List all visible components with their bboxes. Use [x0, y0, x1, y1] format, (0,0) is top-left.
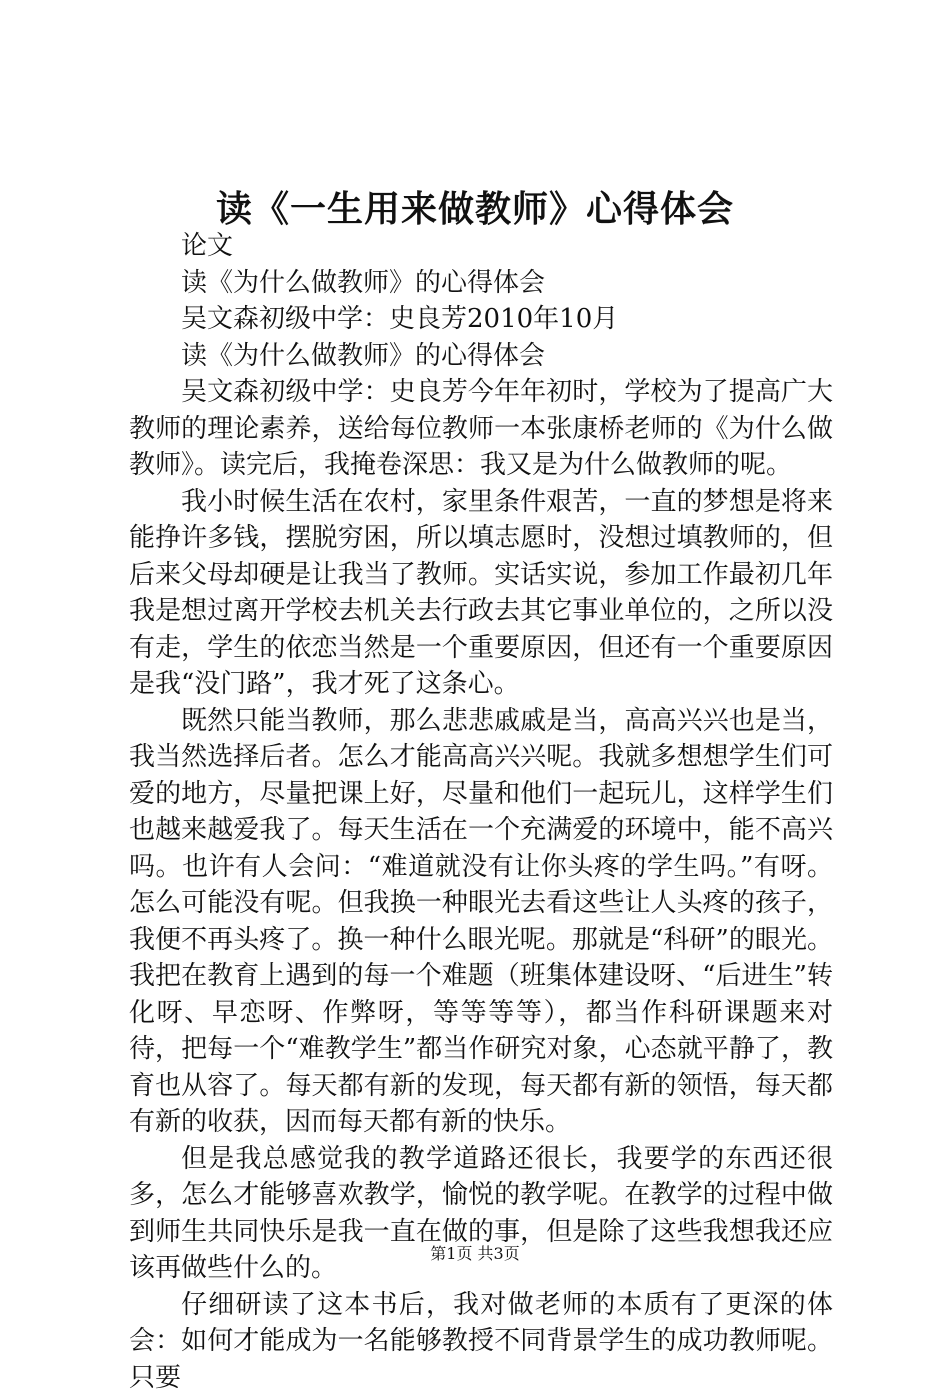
paragraph-author-line: 吴文森初级中学：史良芳2010年10月: [129, 301, 833, 338]
paragraph-subtitle-repeat: 读《为什么做教师》的心得体会: [129, 338, 833, 375]
paragraph-choice: 既然只能当教师，那么悲悲戚戚是当，高高兴兴也是当，我当然选择后者。怎么才能高高兴兴呢。我就多想想学生们可爱的地方，尽量把课上好，尽量和他们一起玩儿，这样学生们也越来越爱我了。每天生活在一个充满爱的环境中，能不高兴吗。也许有人会问：“难道就没有让你头疼的学生吗。”有呀。怎么可能没有呢。但我换一种眼光去看这些让人头疼的孩子，我便不再头疼了。换一种什么眼光呢。那就是“科研”的眼光。我把在教育上遇到的每一个难题（班集体建设呀、“后进生”转化呀、早恋呀、作弊呀，等等等等），都当作科研课题来对待，把每一个“难教学生”都当作研究对象，心态就平静了，教育也从容了。每天都有新的发现，每天都有新的领悟，每天都有新的收获，因而每天都有新的快乐。: [129, 703, 833, 1141]
document-body: [129, 228, 833, 1396]
page-title: 读《一生用来做教师》心得体会: [0, 184, 950, 234]
paragraph-teaching-road: 但是我总感觉我的教学道路还很长，我要学的东西还很多，怎么才能够喜欢教学，愉悦的教学呢。在教学的过程中做到师生共同快乐是我一直在做的事，但是除了这些我想我还应该再做些什么的。: [129, 1141, 833, 1287]
paragraph-subtitle: 读《为什么做教师》的心得体会: [129, 265, 833, 302]
paragraph-reflection: 仔细研读了这本书后，我对做老师的本质有了更深的体会：如何才能成为一名能够教授不同背景学生的成功教师呢。只要: [129, 1287, 833, 1396]
paragraph-childhood: 我小时候生活在农村，家里条件艰苦，一直的梦想是将来能挣许多钱，摆脱穷困，所以填志愿时，没想过填教师的，但后来父母却硬是让我当了教师。实话实说，参加工作最初几年我是想过离开学校去机关去行政去其它事业单位的，之所以没有走，学生的依恋当然是一个重要原因，但还有一个重要原因是我“没门路”，我才死了这条心。: [129, 484, 833, 703]
paragraph-label: 论文: [129, 228, 833, 265]
page-footer: 第1页 共3页: [0, 1243, 950, 1265]
paragraph-intro: 吴文森初级中学：史良芳今年年初时，学校为了提高广大教师的理论素养，送给每位教师一本张康桥老师的《为什么做教师》。读完后，我掩卷深思：我又是为什么做教师的呢。: [129, 374, 833, 484]
